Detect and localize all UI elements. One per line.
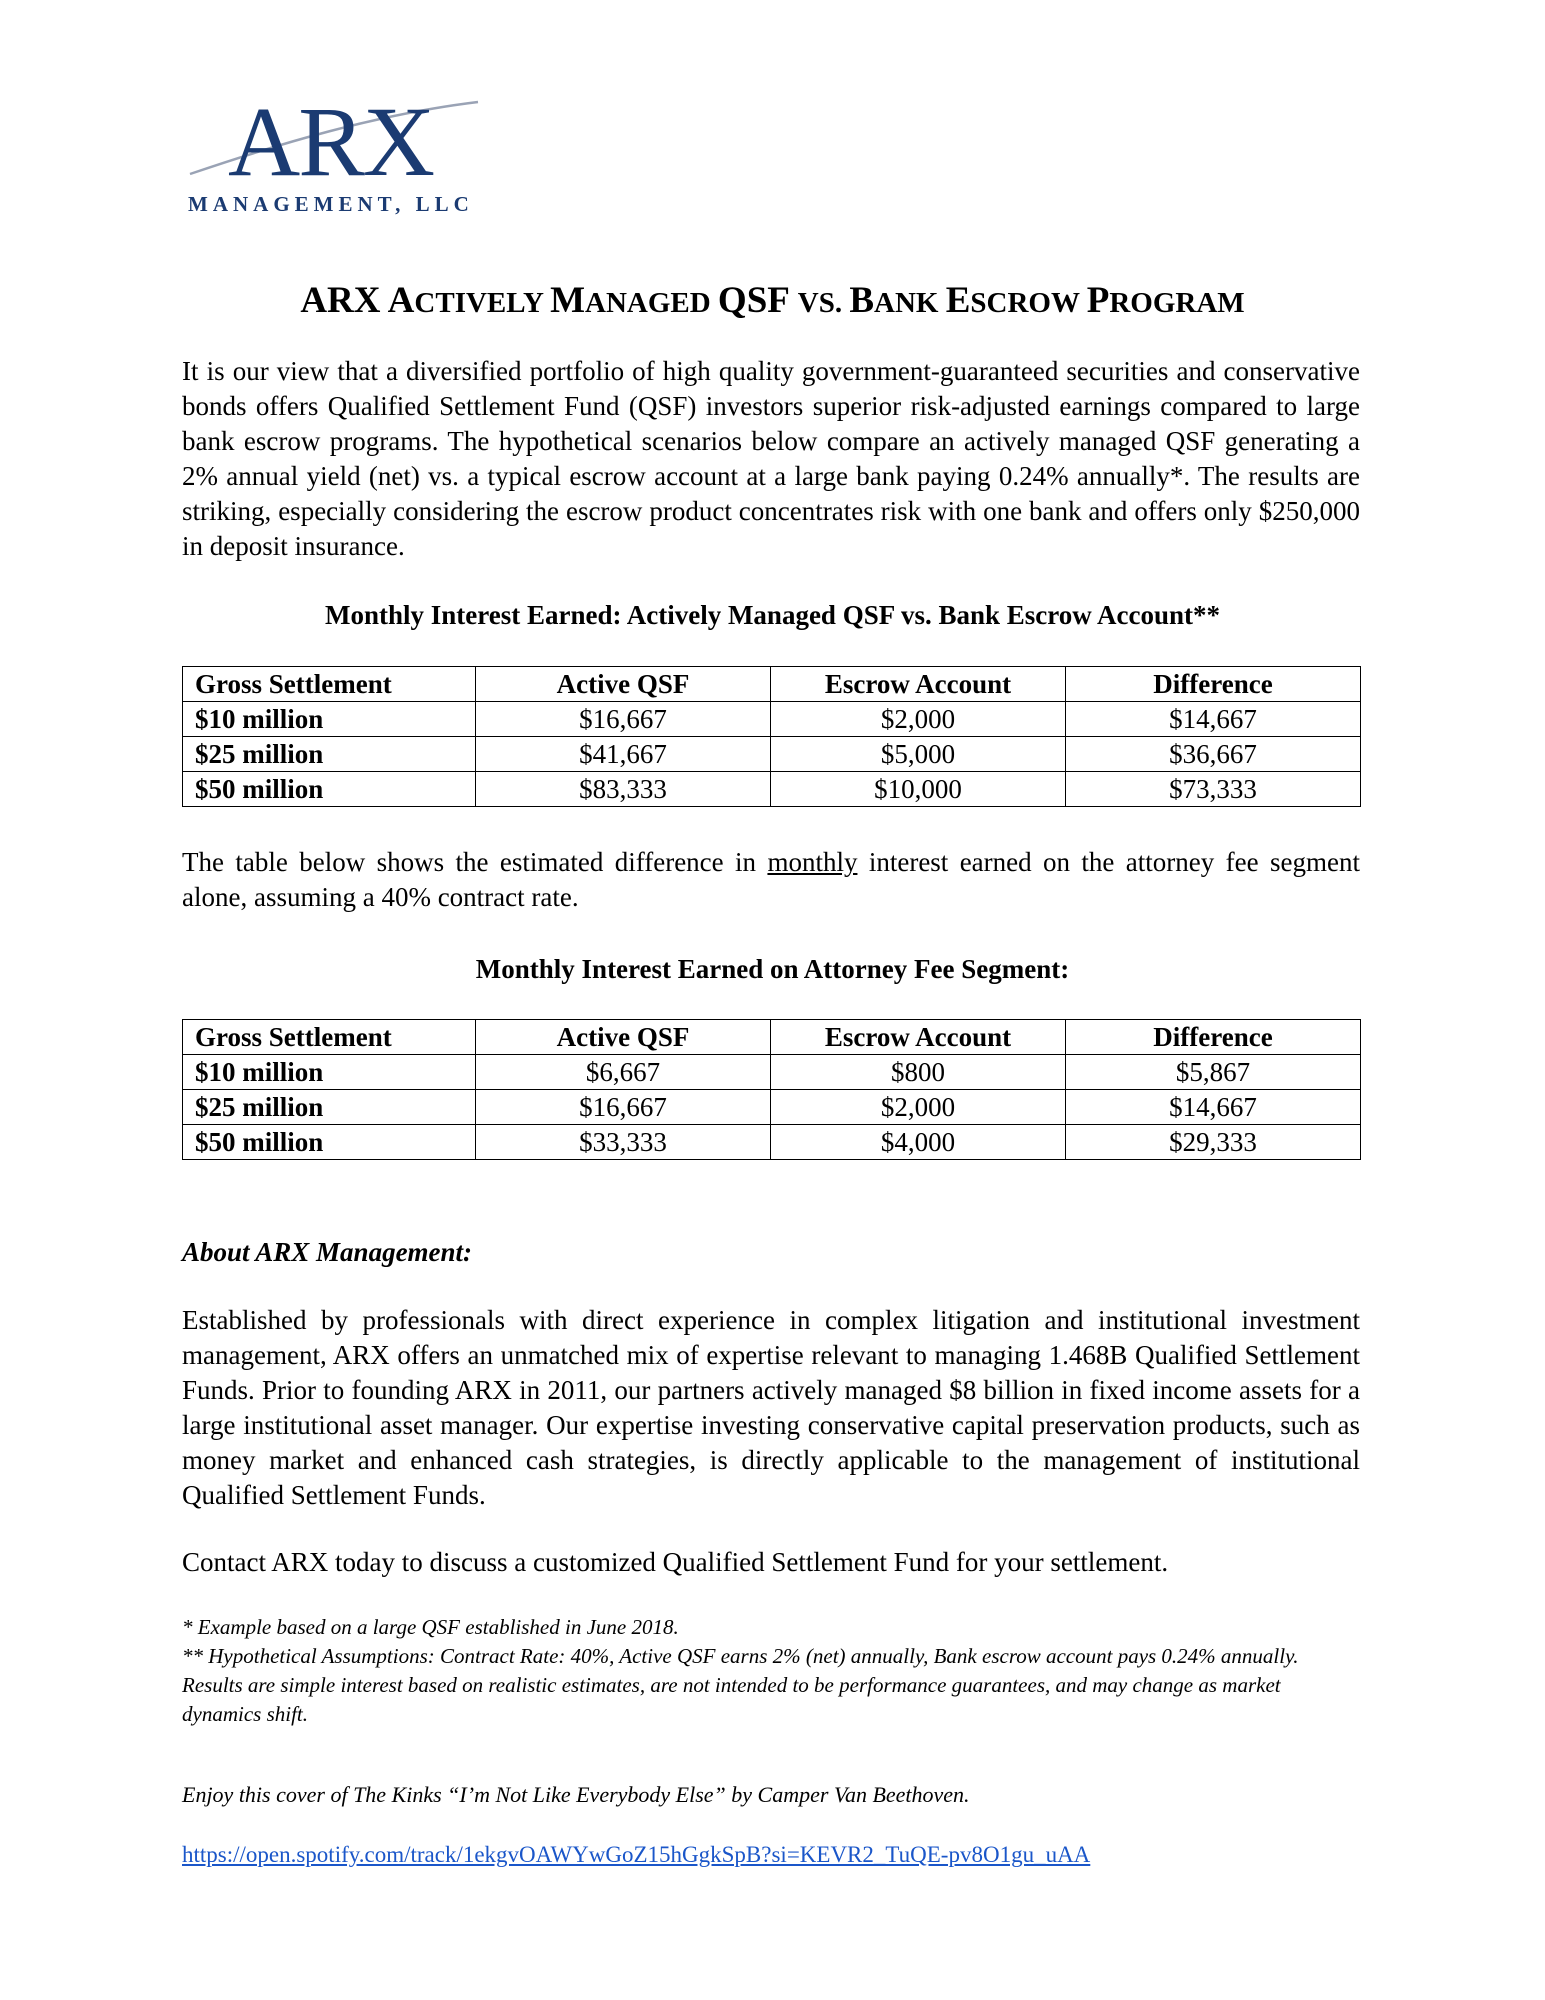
table-row (183, 772, 1361, 807)
header-cell: Difference (1066, 1020, 1361, 1055)
table-cell: $25 million (183, 737, 476, 772)
table2-caption: Monthly Interest Earned on Attorney Fee Segment: (475, 954, 1070, 984)
table-cell: $2,000 (771, 702, 1066, 737)
header-cell: Escrow Account (771, 667, 1066, 702)
table-cell: $73,333 (1066, 772, 1361, 807)
arx-logo (188, 86, 488, 232)
table-cell: $5,867 (1066, 1055, 1361, 1090)
about-heading: About ARX Management: (182, 1237, 473, 1267)
footnote-1: * Example based on a large QSF established in June 2018. (182, 1615, 679, 1639)
table-row (183, 1090, 1361, 1125)
spotify-link[interactable]: https://open.spotify.com/track/1ekgvOAWYwGoZ15hGgkSpB?si=KEVR2_TuQE-pv8O1gu_uAA (182, 1842, 1091, 1867)
logo-subtitle: MANAGEMENT, LLC (188, 192, 474, 216)
table1-caption: Monthly Interest Earned: Actively Managed QSF vs. Bank Escrow Account** (324, 600, 1220, 630)
table-row (183, 1055, 1361, 1090)
table-cell: $33,333 (476, 1125, 771, 1160)
table-cell: $29,333 (1066, 1125, 1361, 1160)
logo-wordmark: ARX (228, 86, 434, 197)
table-cell: $16,667 (476, 1090, 771, 1125)
header-cell: Gross Settlement (183, 1020, 476, 1055)
table-cell: $36,667 (1066, 737, 1361, 772)
footnote-2: ** Hypothetical Assumptions: Contract Rate: 40%, Active QSF earns 2% (net) annually, Bank escrow account pays 0.24% annually. Results are simple interest based on realistic estimates, are not intended to be performance guarantees, and may change as market dynamics shift. (182, 1644, 1299, 1726)
table-cell: $10 million (183, 702, 476, 737)
intro-paragraph: It is our view that a diversified portfolio of high quality government-guaranteed securities and conservative bonds offers Qualified Settlement Fund (QSF) investors superior risk-adjusted earnings compared to large bank escrow programs. The hypothetical scenarios below compare an actively managed QSF generating a 2% annual yield (net) vs. a typical escrow account at a large bank paying 0.24% annually*. The results are striking, especially considering the escrow product concentrates risk with one bank and offers only $250,000 in deposit insurance. (182, 356, 1360, 561)
table2 (182, 1019, 1361, 1160)
table-cell: $10 million (183, 1055, 476, 1090)
table-cell: $6,667 (476, 1055, 771, 1090)
table-cell: $41,667 (476, 737, 771, 772)
header-cell: Active QSF (476, 667, 771, 702)
table-cell: $50 million (183, 772, 476, 807)
table-cell: $16,667 (476, 702, 771, 737)
table-row (183, 702, 1361, 737)
attorney-fee-paragraph: The table below shows the estimated difference in monthly interest earned on the attorney fee segment alone, assuming a 40% contract rate. (182, 847, 1360, 912)
table-cell: $10,000 (771, 772, 1066, 807)
table-cell: $4,000 (771, 1125, 1066, 1160)
header-cell: Active QSF (476, 1020, 771, 1055)
table-row (183, 737, 1361, 772)
table-cell: $14,667 (1066, 702, 1361, 737)
header-cell: Escrow Account (771, 1020, 1066, 1055)
table1 (182, 666, 1361, 807)
table-cell: $14,667 (1066, 1090, 1361, 1125)
table-cell: $2,000 (771, 1090, 1066, 1125)
song-note: Enjoy this cover of The Kinks “I’m Not Like Everybody Else” by Camper Van Beethoven. (182, 1782, 970, 1807)
page-title: ARX ACTIVELY MANAGED QSF VS. BANK ESCROW PROGRAM (300, 280, 1245, 321)
table-cell: $83,333 (476, 772, 771, 807)
about-paragraph: Established by professionals with direct experience in complex litigation and institutional investment management, ARX offers an unmatched mix of expertise relevant to managing 1.468B Qualified Settlement Funds. Prior to founding ARX in 2011, our partners actively managed $8 billion in fixed income assets for a large institutional asset manager. Our expertise investing conservative capital preservation products, such as money market and enhanced cash strategies, is directly applicable to the management of institutional Qualified Settlement Funds. (182, 1305, 1360, 1510)
table-cell: $800 (771, 1055, 1066, 1090)
contact-paragraph: Contact ARX today to discuss a customized Qualified Settlement Fund for your settlement. (182, 1547, 1169, 1577)
table-cell: $25 million (183, 1090, 476, 1125)
table-cell: $5,000 (771, 737, 1066, 772)
table-row (183, 1125, 1361, 1160)
underlined-word: monthly (767, 847, 858, 877)
table-header-row (183, 667, 1361, 702)
table-cell: $50 million (183, 1125, 476, 1160)
table-header-row (183, 1020, 1361, 1055)
header-cell: Gross Settlement (183, 667, 476, 702)
header-cell: Difference (1066, 667, 1361, 702)
